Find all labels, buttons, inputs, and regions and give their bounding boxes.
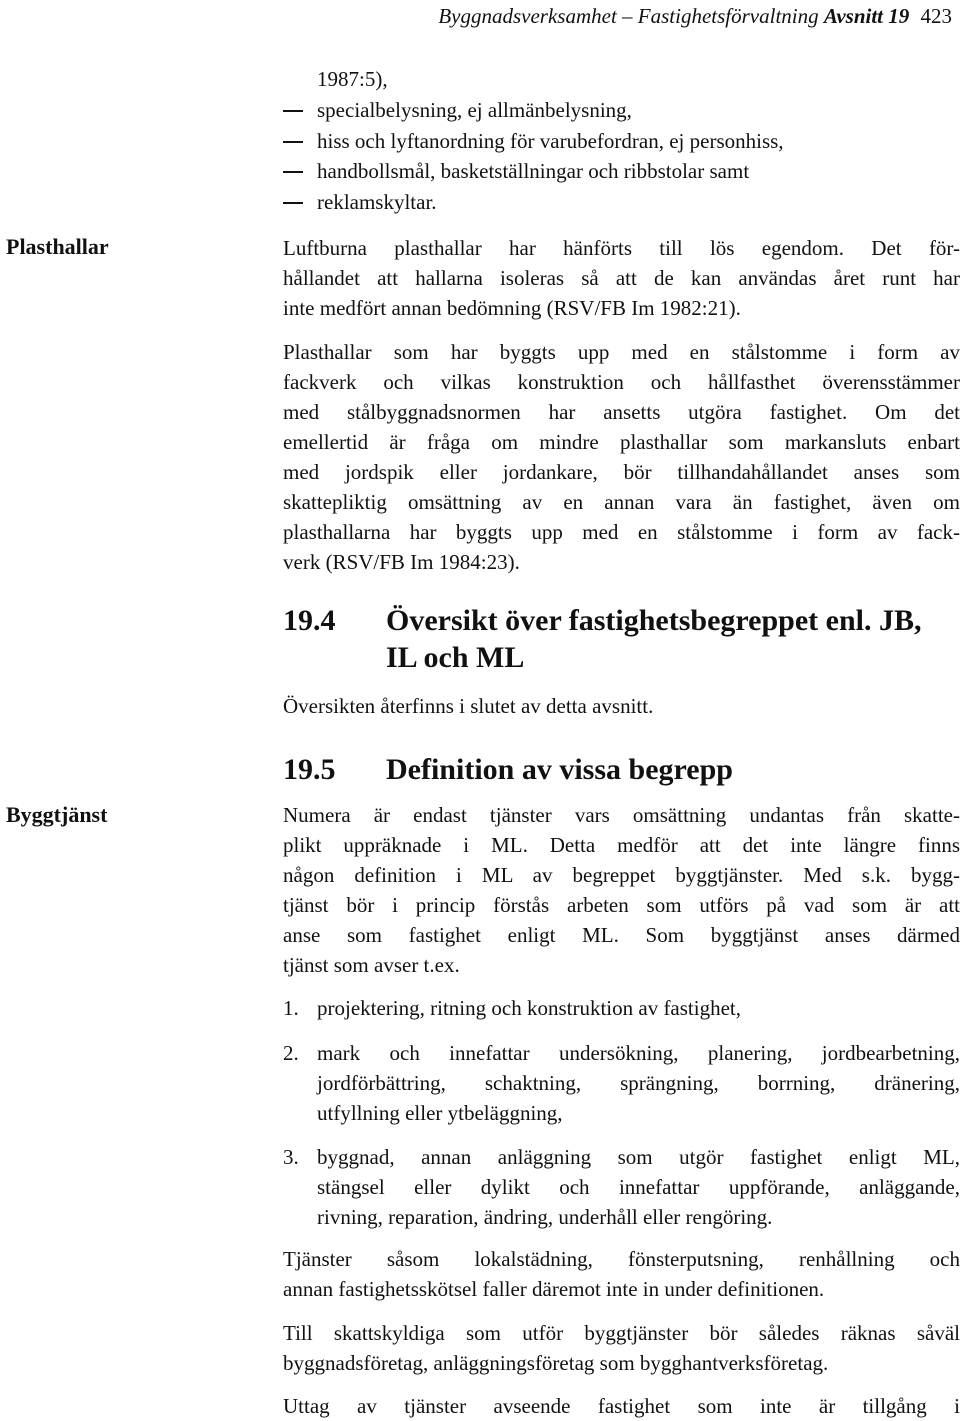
dash-item-text: specialbelysning, ej allmänbelysning, bbox=[317, 98, 632, 122]
text-line: stängsel eller dylikt och innefattar uppförande, anläggande, bbox=[317, 1175, 960, 1199]
section-number: 19.5 bbox=[283, 753, 336, 786]
text-line: med stålbyggnadsnormen har ansetts utgöra fastighet. Om det bbox=[283, 400, 960, 424]
text-line: fackverk och vilkas konstruktion och hållfasthet överensstämmer bbox=[283, 370, 960, 394]
margin-label-byggtjanst: Byggtjänst bbox=[6, 802, 108, 827]
text-line: Tjänster såsom lokalstädning, fönsterputsning, renhållning och bbox=[283, 1247, 960, 1271]
text-line: utfyllning eller ytbeläggning, bbox=[317, 1101, 563, 1125]
section-number: 19.4 bbox=[283, 604, 336, 637]
text-line: rivning, reparation, ändring, underhåll eller rengöring. bbox=[317, 1205, 773, 1229]
paragraph-tjanster bbox=[283, 1244, 960, 1304]
text-line: tjänst som avser t.ex. bbox=[283, 953, 460, 977]
dash-bullet bbox=[283, 141, 303, 143]
text-line: Till skattskyldiga som utför byggtjänster bör således räknas såväl bbox=[283, 1321, 960, 1345]
paragraph-oversikt: Översikten återfinns i slutet av detta avsnitt. bbox=[283, 694, 654, 718]
running-title: Byggnadsverksamhet – Fastighetsförvaltning bbox=[438, 4, 819, 28]
text-line: hållandet att hallarna isoleras så att de kan användas året runt har bbox=[283, 266, 960, 290]
text-line: någon definition i ML av begreppet byggtjänster. Med s.k. bygg- bbox=[283, 863, 960, 887]
text-line: byggnad, annan anläggning som utgör fastighet enligt ML, bbox=[317, 1145, 960, 1169]
text-line: plikt uppräknade i ML. Detta medför att det inte längre finns bbox=[283, 833, 960, 857]
paragraph-plasthallar-1 bbox=[283, 233, 960, 323]
text-line: skattepliktig omsättning av en annan vara än fastighet, även om bbox=[283, 490, 960, 514]
dash-bullet bbox=[283, 171, 303, 173]
text-line: annan fastighetsskötsel faller däremot inte in under definitionen. bbox=[283, 1277, 825, 1301]
paragraph-byggtjanst bbox=[283, 800, 960, 980]
margin-label-plasthallar: Plasthallar bbox=[6, 234, 109, 259]
text-line: mark och innefattar undersökning, planering, jordbearbetning, bbox=[317, 1041, 960, 1065]
page-number: 423 bbox=[920, 4, 952, 28]
text-line: anse som fastighet enligt ML. Som byggtjänst anses därmed bbox=[283, 923, 960, 947]
text-line: inte medfört annan bedömning (RSV/FB Im 1982:21). bbox=[283, 296, 741, 320]
section-heading-19-5 bbox=[283, 751, 733, 788]
section-title: Översikt över fastighetsbegreppet enl. JB, bbox=[386, 604, 922, 637]
paragraph-plasthallar-2 bbox=[283, 337, 960, 577]
dash-item-text: hiss och lyftanordning för varubefordran, ej personhiss, bbox=[317, 129, 784, 153]
text-line: jordförbättring, schaktning, sprängning, borrning, dränering, bbox=[317, 1071, 960, 1095]
intro-line: 1987:5), bbox=[317, 67, 388, 91]
dash-bullet bbox=[283, 110, 303, 112]
list-number: 1. bbox=[283, 996, 299, 1020]
section-title-continued: IL och ML bbox=[386, 641, 525, 674]
running-header bbox=[438, 4, 952, 29]
text-line: Uttag av tjänster avseende fastighet som inte är tillgång i bbox=[283, 1394, 960, 1418]
text-line: emellertid är fråga om mindre plasthallar som markansluts enbart bbox=[283, 430, 960, 454]
text-line: projektering, ritning och konstruktion av fastighet, bbox=[317, 996, 741, 1020]
section-heading-19-4 bbox=[283, 602, 922, 676]
section-title: Definition av vissa begrepp bbox=[386, 753, 733, 786]
text-line: med jordspik eller jordankare, bör tillhandahållandet anses som bbox=[283, 460, 960, 484]
text-line: tjänst bör i princip förstås arbeten som utförs på vad som är att bbox=[283, 893, 960, 917]
dash-item-text: reklamskyltar. bbox=[317, 190, 437, 214]
list-number: 3. bbox=[283, 1145, 299, 1169]
section-label: Avsnitt 19 bbox=[823, 4, 910, 28]
dash-item-text: handbollsmål, basketställningar och ribbstolar samt bbox=[317, 159, 750, 183]
text-line: verk (RSV/FB Im 1984:23). bbox=[283, 550, 520, 574]
paragraph-uttag bbox=[283, 1391, 960, 1421]
list-number: 2. bbox=[283, 1041, 299, 1065]
dash-bullet bbox=[283, 202, 303, 204]
text-line: byggnadsföretag, anläggningsföretag som bygghantverksföretag. bbox=[283, 1351, 829, 1375]
paragraph-skattskyldiga bbox=[283, 1318, 960, 1378]
text-line: Plasthallar som har byggts upp med en stålstomme i form av bbox=[283, 340, 960, 364]
text-line: Numera är endast tjänster vars omsättning undantas från skatte- bbox=[283, 803, 960, 827]
text-line: plasthallarna har byggts upp med en stålstomme i form av fack- bbox=[283, 520, 960, 544]
text-line: Luftburna plasthallar har hänförts till lös egendom. Det för- bbox=[283, 236, 960, 260]
